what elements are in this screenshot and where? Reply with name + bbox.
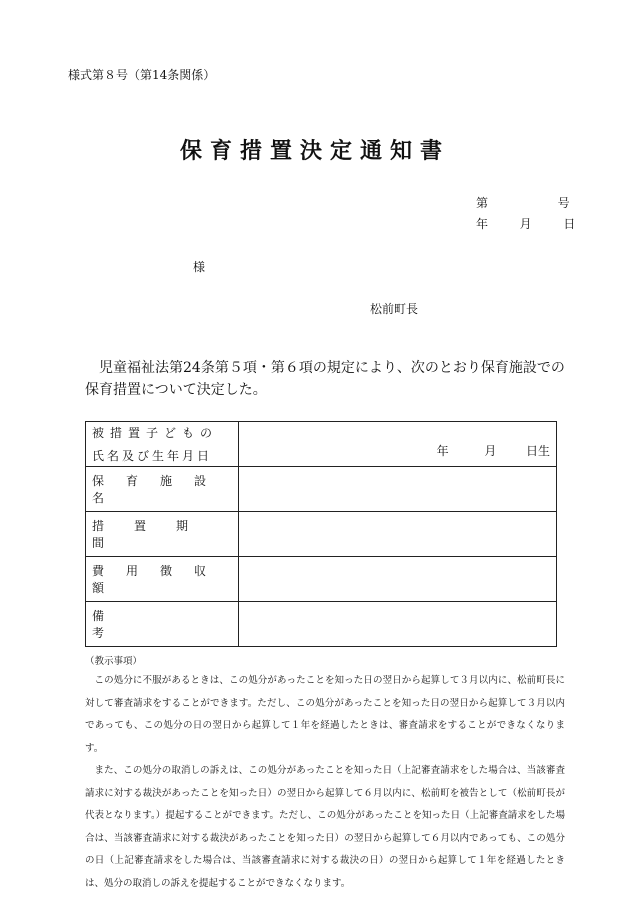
doc-number-go: 号: [557, 196, 570, 210]
table-row-remarks: [86, 602, 557, 647]
notes-body: [85, 670, 565, 895]
fee-value-cell: [239, 557, 557, 602]
doc-number-dai: 第: [476, 196, 489, 210]
child-label-line2: 氏名及び生年月日: [92, 449, 213, 463]
child-value-cell: [239, 422, 557, 467]
child-label-cell: [86, 422, 239, 467]
recipient-suffix: 様: [193, 260, 206, 274]
table-row-period: [86, 512, 557, 557]
child-label-line1: 被措置子どもの: [92, 426, 219, 440]
notes-paragraph-2: また、この処分の取消しの訴えは、この処分があったことを知った日（上記審査請求をした場合は、当該審査請求に対する裁決があったことを知った日）の翌日から起算して６月以内に、松前町を被告として（松前町長が代表となります。）提起することができます。ただし、この処分があったことを知った日（上記審査請求をした場合は、当該審査請求に対する裁決があったことを知った日）の翌日から起算して６月以内であっても、この処分の日（上記審査請求をした場合は、当該審査請求に対する裁決の日）の翌日から起算して１年を経過したときは、処分の取消しの訴えを提起することができなくなります。: [85, 765, 565, 889]
table-row-fee: [86, 557, 557, 602]
document-number: [476, 194, 570, 211]
date-day: 日: [563, 217, 576, 231]
issue-date: [476, 215, 575, 232]
form-number: 様式第８号（第14条関係）: [68, 68, 216, 82]
issuer: 松前町長: [370, 302, 419, 316]
birth-date: [437, 442, 550, 459]
table-row-facility: [86, 467, 557, 512]
birth-day: 日生: [525, 444, 550, 458]
facility-value-cell: [239, 467, 557, 512]
period-value-cell: [239, 512, 557, 557]
remarks-value-cell: [239, 602, 557, 647]
facility-label: 保育施設名: [92, 474, 229, 505]
placement-info-table: [85, 421, 557, 647]
fee-label: 費用徴収額: [92, 564, 229, 595]
birth-month: 月: [484, 444, 497, 458]
birth-year: 年: [436, 444, 449, 458]
date-year: 年: [476, 217, 489, 231]
body-text: 児童福祉法第24条第５項・第６項の規定により、次のとおり保育施設での保育措置について決定した。: [85, 360, 565, 398]
notes-paragraph-1: この処分に不服があるときは、この処分があったことを知った日の翌日から起算して３月以内に、松前町長に対して審査請求をすることができます。ただし、この処分があったことを知った日の翌日から起算して３月以内であっても、この処分の日の翌日から起算して１年を経過したときは、審査請求をすることができなくなります。: [85, 675, 565, 754]
remarks-label: 備考: [92, 609, 212, 640]
notes-heading: （教示事項）: [85, 656, 143, 667]
date-month: 月: [519, 217, 532, 231]
facility-label-cell: [86, 467, 239, 512]
period-label-cell: [86, 512, 239, 557]
table-row-child: [86, 422, 557, 467]
fee-label-cell: [86, 557, 239, 602]
period-label: 措置期間: [92, 519, 219, 550]
remarks-label-cell: [86, 602, 239, 647]
document-title: 保育措置決定通知書: [179, 138, 450, 164]
